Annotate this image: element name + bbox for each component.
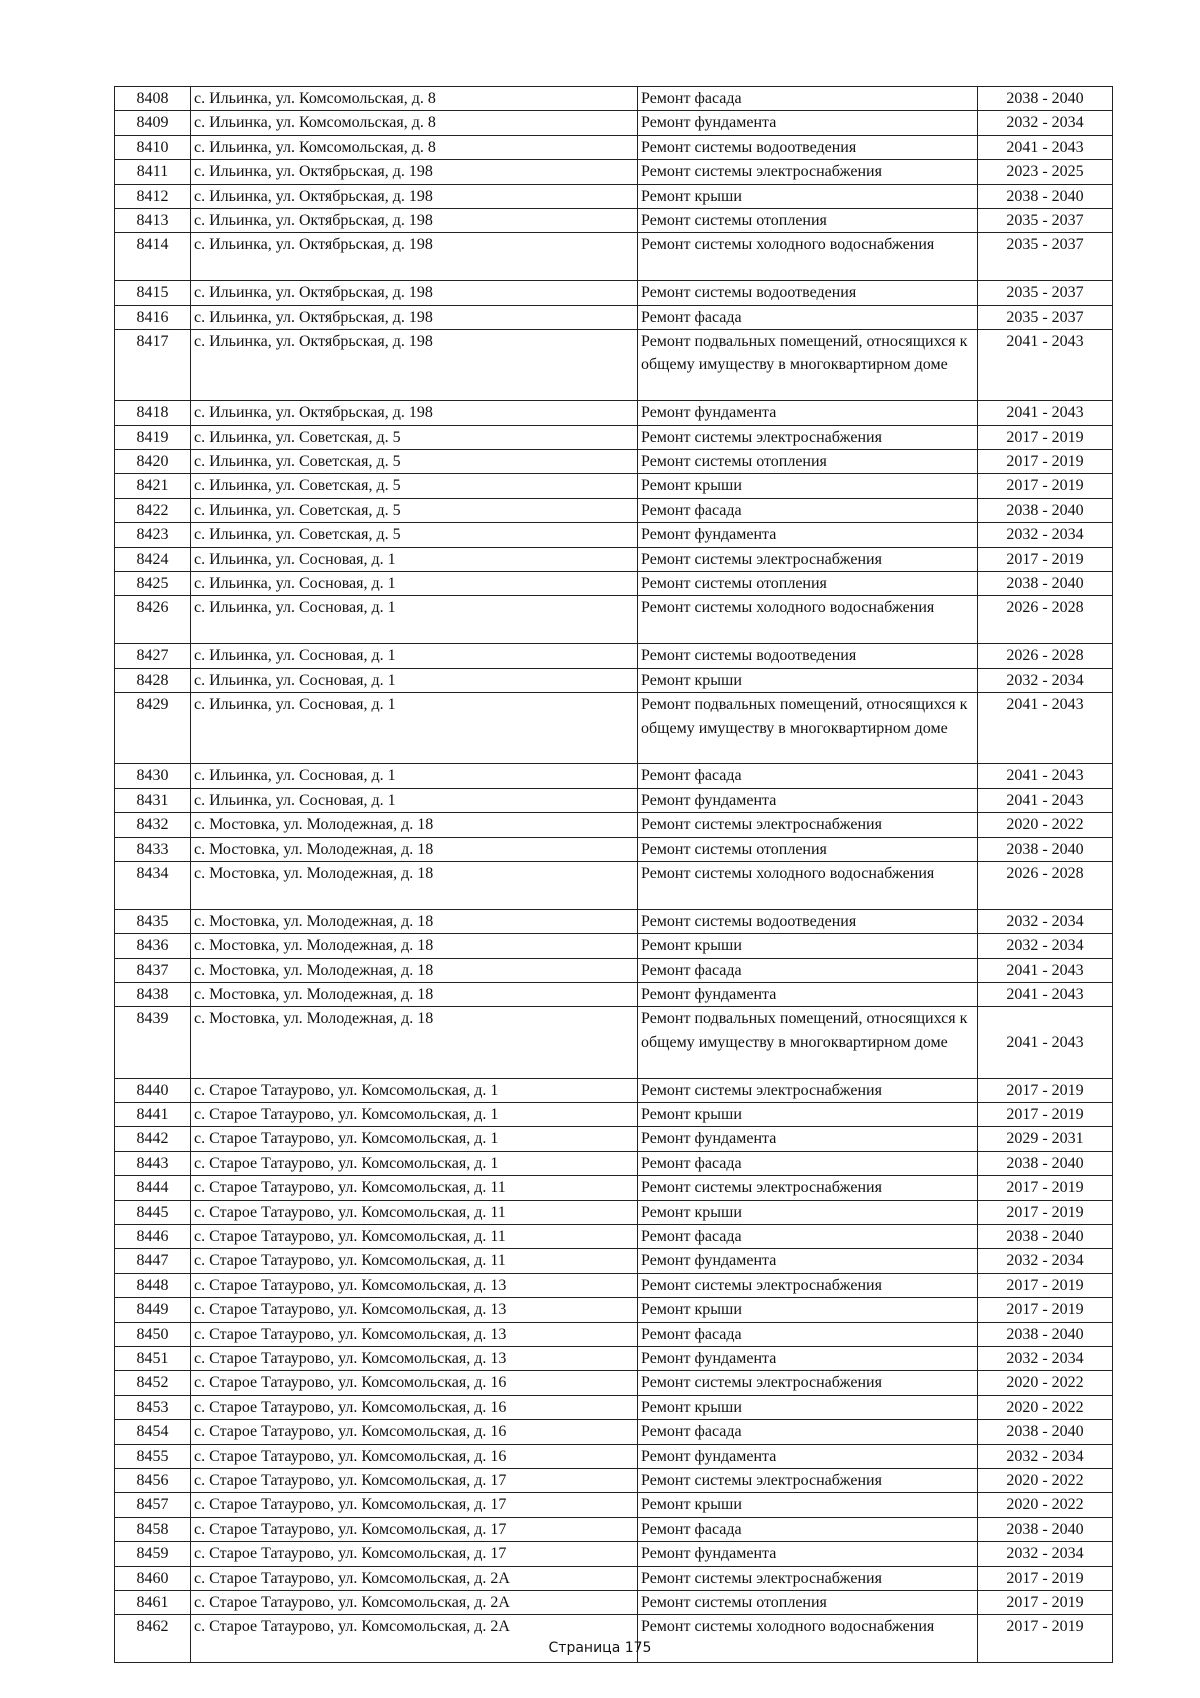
table-row: [115, 1127, 1113, 1151]
address-cell: с. Ильинка, ул. Сосновая, д. 1: [191, 644, 638, 668]
work-type-cell: Ремонт системы водоотведения: [638, 909, 978, 933]
table-row: [115, 1078, 1113, 1102]
row-number-cell: 8433: [115, 837, 191, 861]
period-cell: 2017 - 2019: [978, 474, 1113, 498]
work-type-cell: Ремонт системы водоотведения: [638, 281, 978, 305]
work-type-cell: Ремонт фундамента: [638, 1127, 978, 1151]
row-number-cell: 8437: [115, 958, 191, 982]
address-cell: с. Ильинка, ул. Комсомольская, д. 8: [191, 135, 638, 159]
work-type-cell: Ремонт системы отопления: [638, 1591, 978, 1615]
work-type-cell: Ремонт фундамента: [638, 1542, 978, 1566]
work-type-cell: Ремонт системы электроснабжения: [638, 1078, 978, 1102]
table-row: [115, 1273, 1113, 1297]
period-cell: 2038 - 2040: [978, 1420, 1113, 1444]
row-number-cell: 8415: [115, 281, 191, 305]
row-number-cell: 8458: [115, 1517, 191, 1541]
row-number-cell: 8413: [115, 209, 191, 233]
work-type-cell: Ремонт системы отопления: [638, 572, 978, 596]
row-number-cell: 8418: [115, 401, 191, 425]
table-row: [115, 305, 1113, 329]
table-row: [115, 764, 1113, 788]
row-number-cell: 8414: [115, 233, 191, 281]
address-cell: с. Старое Татаурово, ул. Комсомольская, д. 1: [191, 1127, 638, 1151]
table-row: [115, 330, 1113, 401]
address-cell: с. Старое Татаурово, ул. Комсомольская, д. 11: [191, 1224, 638, 1248]
work-type-cell: Ремонт подвальных помещений, относящихся к общему имуществу в многоквартирном доме: [638, 693, 978, 764]
work-type-cell: Ремонт фасада: [638, 498, 978, 522]
table-row: [115, 813, 1113, 837]
work-type-cell: Ремонт крыши: [638, 1298, 978, 1322]
table-row: [115, 1176, 1113, 1200]
work-type-cell: Ремонт фасада: [638, 1224, 978, 1248]
work-type-cell: Ремонт фундамента: [638, 401, 978, 425]
row-number-cell: 8426: [115, 596, 191, 644]
work-type-cell: Ремонт системы холодного водоснабжения: [638, 861, 978, 909]
work-type-cell: Ремонт фасада: [638, 1420, 978, 1444]
work-type-cell: Ремонт фасада: [638, 958, 978, 982]
work-type-cell: Ремонт системы холодного водоснабжения: [638, 1615, 978, 1663]
address-cell: с. Старое Татаурово, ул. Комсомольская, д. 2А: [191, 1591, 638, 1615]
period-cell: 2032 - 2034: [978, 523, 1113, 547]
row-number-cell: 8409: [115, 111, 191, 135]
row-number-cell: 8459: [115, 1542, 191, 1566]
row-number-cell: 8427: [115, 644, 191, 668]
table-row: [115, 596, 1113, 644]
address-cell: с. Ильинка, ул. Комсомольская, д. 8: [191, 87, 638, 111]
period-cell: 2038 - 2040: [978, 1151, 1113, 1175]
work-type-cell: Ремонт фундамента: [638, 1444, 978, 1468]
row-number-cell: 8435: [115, 909, 191, 933]
row-number-cell: 8442: [115, 1127, 191, 1151]
table-row: [115, 958, 1113, 982]
row-number-cell: 8422: [115, 498, 191, 522]
work-type-cell: Ремонт крыши: [638, 1102, 978, 1126]
period-cell: 2038 - 2040: [978, 1517, 1113, 1541]
address-cell: с. Старое Татаурово, ул. Комсомольская, д. 13: [191, 1346, 638, 1370]
address-cell: с. Ильинка, ул. Сосновая, д. 1: [191, 547, 638, 571]
period-cell: 2041 - 2043: [978, 788, 1113, 812]
table-row: [115, 1566, 1113, 1590]
row-number-cell: 8430: [115, 764, 191, 788]
table-row: [115, 1151, 1113, 1175]
period-cell: 2041 - 2043: [978, 982, 1113, 1006]
period-cell: 2041 - 2043: [978, 693, 1113, 764]
address-cell: с. Старое Татаурово, ул. Комсомольская, д. 16: [191, 1420, 638, 1444]
work-type-cell: Ремонт фасада: [638, 1517, 978, 1541]
period-cell: 2017 - 2019: [978, 1102, 1113, 1126]
period-cell: 2035 - 2037: [978, 209, 1113, 233]
address-cell: с. Старое Татаурово, ул. Комсомольская, д. 17: [191, 1493, 638, 1517]
address-cell: с. Ильинка, ул. Советская, д. 5: [191, 498, 638, 522]
table-row: [115, 135, 1113, 159]
work-type-cell: Ремонт системы электроснабжения: [638, 1566, 978, 1590]
period-cell: 2038 - 2040: [978, 87, 1113, 111]
period-cell: 2020 - 2022: [978, 1493, 1113, 1517]
table-row: [115, 1298, 1113, 1322]
table-row: [115, 788, 1113, 812]
table-row: [115, 474, 1113, 498]
table-row: [115, 1420, 1113, 1444]
work-type-cell: Ремонт фасада: [638, 1322, 978, 1346]
row-number-cell: 8448: [115, 1273, 191, 1297]
period-cell: 2023 - 2025: [978, 160, 1113, 184]
work-type-cell: Ремонт системы электроснабжения: [638, 813, 978, 837]
address-cell: с. Ильинка, ул. Сосновая, д. 1: [191, 668, 638, 692]
table-row: [115, 160, 1113, 184]
row-number-cell: 8424: [115, 547, 191, 571]
table-row: [115, 909, 1113, 933]
period-cell: 2041 - 2043: [978, 135, 1113, 159]
work-type-cell: Ремонт системы водоотведения: [638, 644, 978, 668]
work-type-cell: Ремонт крыши: [638, 1493, 978, 1517]
work-type-cell: Ремонт крыши: [638, 474, 978, 498]
table-row: [115, 1371, 1113, 1395]
period-cell: 2017 - 2019: [978, 1273, 1113, 1297]
row-number-cell: 8429: [115, 693, 191, 764]
row-number-cell: 8461: [115, 1591, 191, 1615]
work-type-cell: Ремонт фундамента: [638, 523, 978, 547]
row-number-cell: 8457: [115, 1493, 191, 1517]
table-row: [115, 1395, 1113, 1419]
address-cell: с. Старое Татаурово, ул. Комсомольская, д. 17: [191, 1469, 638, 1493]
row-number-cell: 8412: [115, 184, 191, 208]
row-number-cell: 8419: [115, 425, 191, 449]
address-cell: с. Ильинка, ул. Октябрьская, д. 198: [191, 305, 638, 329]
row-number-cell: 8436: [115, 934, 191, 958]
period-cell: 2038 - 2040: [978, 498, 1113, 522]
work-type-cell: Ремонт крыши: [638, 184, 978, 208]
address-cell: с. Ильинка, ул. Сосновая, д. 1: [191, 596, 638, 644]
table-row: [115, 982, 1113, 1006]
table-row: [115, 1102, 1113, 1126]
address-cell: с. Мостовка, ул. Молодежная, д. 18: [191, 909, 638, 933]
period-cell: 2032 - 2034: [978, 111, 1113, 135]
table-row: [115, 1249, 1113, 1273]
work-type-cell: Ремонт подвальных помещений, относящихся к общему имуществу в многоквартирном доме: [638, 1007, 978, 1078]
row-number-cell: 8454: [115, 1420, 191, 1444]
row-number-cell: 8440: [115, 1078, 191, 1102]
period-cell: 2041 - 2043: [978, 1007, 1113, 1078]
work-type-cell: Ремонт фасада: [638, 764, 978, 788]
address-cell: с. Старое Татаурово, ул. Комсомольская, д. 17: [191, 1542, 638, 1566]
work-type-cell: Ремонт фасада: [638, 305, 978, 329]
period-cell: 2041 - 2043: [978, 958, 1113, 982]
period-cell: 2017 - 2019: [978, 547, 1113, 571]
table-row: [115, 572, 1113, 596]
work-type-cell: Ремонт фундамента: [638, 982, 978, 1006]
period-cell: 2041 - 2043: [978, 330, 1113, 401]
row-number-cell: 8432: [115, 813, 191, 837]
work-type-cell: Ремонт фундамента: [638, 1249, 978, 1273]
table-row: [115, 934, 1113, 958]
address-cell: с. Ильинка, ул. Октябрьская, д. 198: [191, 209, 638, 233]
work-type-cell: Ремонт фасада: [638, 1151, 978, 1175]
period-cell: 2035 - 2037: [978, 281, 1113, 305]
period-cell: 2017 - 2019: [978, 1566, 1113, 1590]
row-number-cell: 8462: [115, 1615, 191, 1663]
work-type-cell: Ремонт системы отопления: [638, 450, 978, 474]
table-row: [115, 1007, 1113, 1078]
period-cell: 2032 - 2034: [978, 1346, 1113, 1370]
work-type-cell: Ремонт системы электроснабжения: [638, 1371, 978, 1395]
row-number-cell: 8421: [115, 474, 191, 498]
table-row: [115, 209, 1113, 233]
work-type-cell: Ремонт фундамента: [638, 788, 978, 812]
row-number-cell: 8441: [115, 1102, 191, 1126]
row-number-cell: 8451: [115, 1346, 191, 1370]
table-row: [115, 233, 1113, 281]
address-cell: с. Старое Татаурово, ул. Комсомольская, д. 16: [191, 1444, 638, 1468]
row-number-cell: 8420: [115, 450, 191, 474]
row-number-cell: 8456: [115, 1469, 191, 1493]
row-number-cell: 8425: [115, 572, 191, 596]
period-cell: 2017 - 2019: [978, 1200, 1113, 1224]
row-number-cell: 8417: [115, 330, 191, 401]
period-cell: 2038 - 2040: [978, 837, 1113, 861]
row-number-cell: 8449: [115, 1298, 191, 1322]
table-row: [115, 837, 1113, 861]
period-cell: 2032 - 2034: [978, 1542, 1113, 1566]
address-cell: с. Ильинка, ул. Сосновая, д. 1: [191, 788, 638, 812]
table-row: [115, 1322, 1113, 1346]
row-number-cell: 8410: [115, 135, 191, 159]
table-row: [115, 1200, 1113, 1224]
address-cell: с. Старое Татаурово, ул. Комсомольская, д. 13: [191, 1273, 638, 1297]
period-cell: 2017 - 2019: [978, 1615, 1113, 1663]
repair-schedule-table: [114, 86, 1113, 1663]
period-cell: 2017 - 2019: [978, 1176, 1113, 1200]
period-cell: 2041 - 2043: [978, 764, 1113, 788]
address-cell: с. Старое Татаурово, ул. Комсомольская, д. 16: [191, 1371, 638, 1395]
table-body: [115, 87, 1113, 1663]
table-row: [115, 498, 1113, 522]
address-cell: с. Ильинка, ул. Сосновая, д. 1: [191, 572, 638, 596]
address-cell: с. Старое Татаурово, ул. Комсомольская, д. 1: [191, 1151, 638, 1175]
row-number-cell: 8444: [115, 1176, 191, 1200]
address-cell: с. Старое Татаурово, ул. Комсомольская, д. 13: [191, 1298, 638, 1322]
work-type-cell: Ремонт системы отопления: [638, 837, 978, 861]
row-number-cell: 8452: [115, 1371, 191, 1395]
address-cell: с. Мостовка, ул. Молодежная, д. 18: [191, 958, 638, 982]
address-cell: с. Старое Татаурово, ул. Комсомольская, д. 1: [191, 1102, 638, 1126]
address-cell: с. Ильинка, ул. Сосновая, д. 1: [191, 693, 638, 764]
table-row: [115, 401, 1113, 425]
row-number-cell: 8447: [115, 1249, 191, 1273]
address-cell: с. Мостовка, ул. Молодежная, д. 18: [191, 837, 638, 861]
table-row: [115, 861, 1113, 909]
table-row: [115, 1542, 1113, 1566]
address-cell: с. Мостовка, ул. Молодежная, д. 18: [191, 982, 638, 1006]
period-cell: 2032 - 2034: [978, 909, 1113, 933]
address-cell: с. Старое Татаурово, ул. Комсомольская, д. 2А: [191, 1566, 638, 1590]
work-type-cell: Ремонт системы водоотведения: [638, 135, 978, 159]
period-cell: 2032 - 2034: [978, 668, 1113, 692]
table-row: [115, 450, 1113, 474]
work-type-cell: Ремонт системы электроснабжения: [638, 425, 978, 449]
period-cell: 2038 - 2040: [978, 572, 1113, 596]
period-cell: 2029 - 2031: [978, 1127, 1113, 1151]
period-cell: 2017 - 2019: [978, 1298, 1113, 1322]
period-cell: 2038 - 2040: [978, 1322, 1113, 1346]
period-cell: 2017 - 2019: [978, 1591, 1113, 1615]
period-cell: 2026 - 2028: [978, 861, 1113, 909]
table-row: [115, 644, 1113, 668]
work-type-cell: Ремонт системы электроснабжения: [638, 1273, 978, 1297]
address-cell: с. Ильинка, ул. Советская, д. 5: [191, 523, 638, 547]
period-cell: 2020 - 2022: [978, 1371, 1113, 1395]
address-cell: с. Старое Татаурово, ул. Комсомольская, д. 2А: [191, 1615, 638, 1663]
row-number-cell: 8443: [115, 1151, 191, 1175]
row-number-cell: 8411: [115, 160, 191, 184]
address-cell: с. Старое Татаурово, ул. Комсомольская, д. 11: [191, 1176, 638, 1200]
table-row: [115, 693, 1113, 764]
address-cell: с. Старое Татаурово, ул. Комсомольская, д. 11: [191, 1249, 638, 1273]
table-row: [115, 1469, 1113, 1493]
address-cell: с. Старое Татаурово, ул. Комсомольская, д. 1: [191, 1078, 638, 1102]
address-cell: с. Ильинка, ул. Советская, д. 5: [191, 450, 638, 474]
work-type-cell: Ремонт системы холодного водоснабжения: [638, 233, 978, 281]
address-cell: с. Ильинка, ул. Октябрьская, д. 198: [191, 184, 638, 208]
address-cell: с. Ильинка, ул. Октябрьская, д. 198: [191, 233, 638, 281]
row-number-cell: 8455: [115, 1444, 191, 1468]
table-row: [115, 281, 1113, 305]
address-cell: с. Старое Татаурово, ул. Комсомольская, д. 11: [191, 1200, 638, 1224]
work-type-cell: Ремонт системы холодного водоснабжения: [638, 596, 978, 644]
work-type-cell: Ремонт крыши: [638, 934, 978, 958]
table-row: [115, 547, 1113, 571]
table-row: [115, 184, 1113, 208]
row-number-cell: 8439: [115, 1007, 191, 1078]
period-cell: 2038 - 2040: [978, 184, 1113, 208]
address-cell: с. Ильинка, ул. Советская, д. 5: [191, 425, 638, 449]
work-type-cell: Ремонт крыши: [638, 1395, 978, 1419]
work-type-cell: Ремонт фасада: [638, 87, 978, 111]
address-cell: с. Ильинка, ул. Комсомольская, д. 8: [191, 111, 638, 135]
period-cell: 2035 - 2037: [978, 305, 1113, 329]
period-cell: 2020 - 2022: [978, 1395, 1113, 1419]
address-cell: с. Мостовка, ул. Молодежная, д. 18: [191, 813, 638, 837]
work-type-cell: Ремонт системы отопления: [638, 209, 978, 233]
work-type-cell: Ремонт системы электроснабжения: [638, 547, 978, 571]
row-number-cell: 8431: [115, 788, 191, 812]
table-row: [115, 1591, 1113, 1615]
row-number-cell: 8428: [115, 668, 191, 692]
address-cell: с. Ильинка, ул. Советская, д. 5: [191, 474, 638, 498]
work-type-cell: Ремонт крыши: [638, 1200, 978, 1224]
row-number-cell: 8446: [115, 1224, 191, 1248]
table-row: [115, 111, 1113, 135]
table-row: [115, 1346, 1113, 1370]
period-cell: 2032 - 2034: [978, 934, 1113, 958]
work-type-cell: Ремонт системы электроснабжения: [638, 160, 978, 184]
period-cell: 2038 - 2040: [978, 1224, 1113, 1248]
period-cell: 2026 - 2028: [978, 596, 1113, 644]
table-row: [115, 425, 1113, 449]
table-row: [115, 1444, 1113, 1468]
address-cell: с. Мостовка, ул. Молодежная, д. 18: [191, 1007, 638, 1078]
address-cell: с. Ильинка, ул. Октябрьская, д. 198: [191, 281, 638, 305]
work-type-cell: Ремонт системы электроснабжения: [638, 1176, 978, 1200]
work-type-cell: Ремонт фундамента: [638, 1346, 978, 1370]
address-cell: с. Старое Татаурово, ул. Комсомольская, д. 16: [191, 1395, 638, 1419]
row-number-cell: 8453: [115, 1395, 191, 1419]
row-number-cell: 8460: [115, 1566, 191, 1590]
period-cell: 2020 - 2022: [978, 813, 1113, 837]
period-cell: 2032 - 2034: [978, 1249, 1113, 1273]
period-cell: 2017 - 2019: [978, 1078, 1113, 1102]
address-cell: с. Ильинка, ул. Октябрьская, д. 198: [191, 330, 638, 401]
address-cell: с. Ильинка, ул. Октябрьская, д. 198: [191, 160, 638, 184]
period-cell: 2041 - 2043: [978, 401, 1113, 425]
table-row: [115, 1517, 1113, 1541]
table-row: [115, 87, 1113, 111]
work-type-cell: Ремонт фундамента: [638, 111, 978, 135]
address-cell: с. Старое Татаурово, ул. Комсомольская, д. 13: [191, 1322, 638, 1346]
row-number-cell: 8408: [115, 87, 191, 111]
row-number-cell: 8438: [115, 982, 191, 1006]
row-number-cell: 8423: [115, 523, 191, 547]
work-type-cell: Ремонт подвальных помещений, относящихся к общему имуществу в многоквартирном доме: [638, 330, 978, 401]
table-row: [115, 1493, 1113, 1517]
period-cell: 2017 - 2019: [978, 450, 1113, 474]
table-row: [115, 668, 1113, 692]
address-cell: с. Старое Татаурово, ул. Комсомольская, д. 17: [191, 1517, 638, 1541]
row-number-cell: 8450: [115, 1322, 191, 1346]
row-number-cell: 8445: [115, 1200, 191, 1224]
work-type-cell: Ремонт системы электроснабжения: [638, 1469, 978, 1493]
period-cell: 2017 - 2019: [978, 425, 1113, 449]
period-cell: 2035 - 2037: [978, 233, 1113, 281]
address-cell: с. Ильинка, ул. Октябрьская, д. 198: [191, 401, 638, 425]
table-row: [115, 523, 1113, 547]
address-cell: с. Мостовка, ул. Молодежная, д. 18: [191, 934, 638, 958]
period-cell: 2026 - 2028: [978, 644, 1113, 668]
page-number: Страница 175: [548, 1640, 652, 1656]
table-row: [115, 1224, 1113, 1248]
row-number-cell: 8434: [115, 861, 191, 909]
period-cell: 2032 - 2034: [978, 1444, 1113, 1468]
address-cell: с. Ильинка, ул. Сосновая, д. 1: [191, 764, 638, 788]
work-type-cell: Ремонт крыши: [638, 668, 978, 692]
period-cell: 2020 - 2022: [978, 1469, 1113, 1493]
address-cell: с. Мостовка, ул. Молодежная, д. 18: [191, 861, 638, 909]
row-number-cell: 8416: [115, 305, 191, 329]
